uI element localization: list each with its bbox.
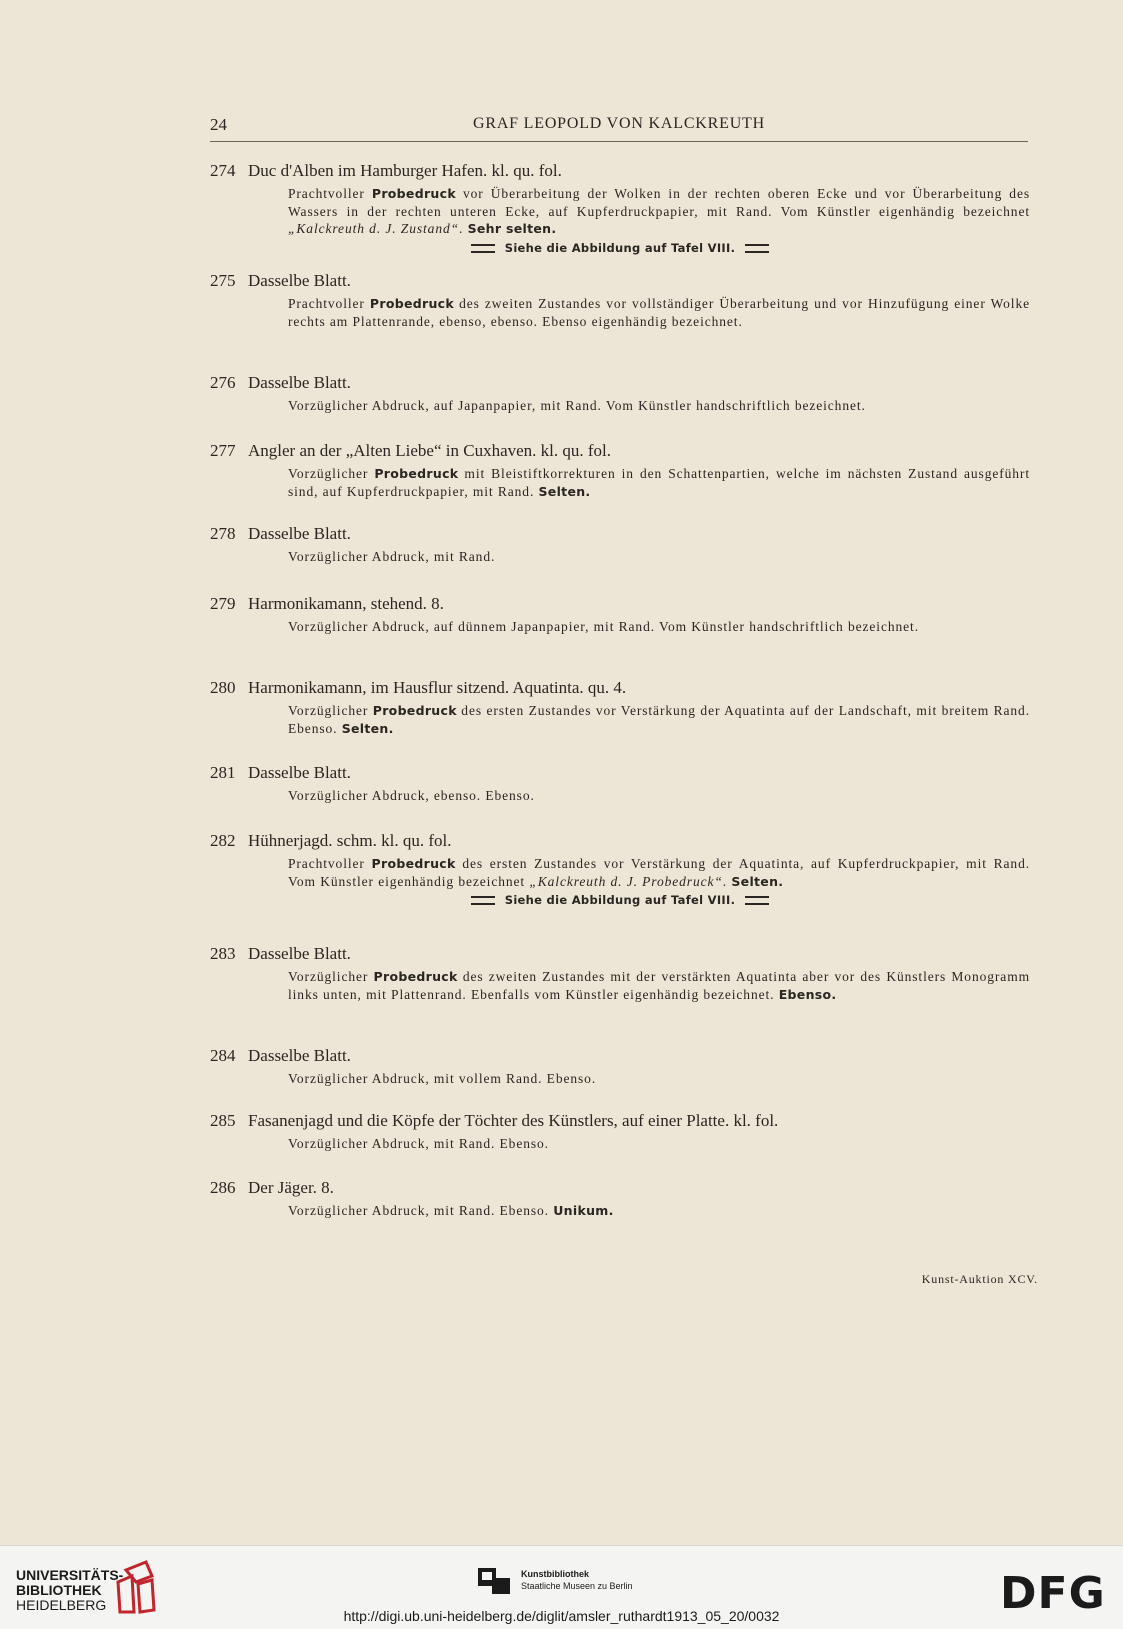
entry-title: Dasselbe Blatt. [248, 763, 351, 782]
description-text: des ersten Zustandes vor Verstärkung der Aquatinta, auf Kupferdruckpapier, mit Rand. Vom Künstler eigenhändig bezeichnet [288, 856, 1030, 889]
entry-number: 285 [210, 1111, 236, 1130]
emphasis-text: Unikum. [553, 1203, 614, 1218]
entry-heading [210, 1110, 1030, 1131]
entry-number: 283 [210, 944, 236, 963]
description-text: Vorzüglicher Abdruck, mit Rand. Ebenso. [288, 1136, 549, 1151]
description-text: . [722, 873, 732, 889]
entry-description [288, 702, 1030, 737]
catalog-entry [210, 677, 1030, 737]
entry-description [288, 855, 1030, 890]
entry-number: 277 [210, 441, 236, 460]
entry-title: Duc d'Alben im Hamburger Hafen. kl. qu. fol. [248, 161, 562, 180]
entry-title: Dasselbe Blatt. [248, 271, 351, 290]
entry-title: Hühnerjagd. schm. kl. qu. fol. [248, 831, 452, 850]
description-text: vor Überarbeitung der Wolken in der rechten oberen Ecke und vor Überarbeitung des Wassers in der rechten unteren Ecke, auf Kupferdruckpapier, mit Rand. Vom Künstler eigenhändig bezeichnet [288, 186, 1030, 219]
description-text: Vorzüglicher Abdruck, ebenso. Ebenso. [288, 788, 535, 803]
ub-heidelberg-logo[interactable] [16, 1568, 123, 1613]
sheet-signature: Kunst-Auktion XCV. [921, 1272, 1038, 1286]
viewer-footer [0, 1545, 1123, 1629]
entry-number: 276 [210, 373, 236, 392]
catalog-entry [210, 830, 1030, 907]
entry-heading [210, 943, 1030, 964]
entry-description [288, 618, 1030, 636]
catalog-entry [210, 593, 1030, 636]
entry-number: 281 [210, 763, 236, 782]
catalog-entry [210, 160, 1030, 255]
entry-description [288, 787, 1030, 805]
description-text: des zweiten Zustandes mit der verstärkten Aquatinta aber vor des Künstlers Monogramm links unten, mit Plattenrand. Ebenfalls vom Künstler eigenhändig bezeichnet. [288, 969, 1030, 1002]
description-text: Prachtvoller [288, 186, 372, 201]
catalog-entry [210, 1177, 1030, 1220]
entry-title: Angler an der „Alten Liebe“ in Cuxhaven. kl. qu. fol. [248, 441, 612, 460]
ub-logo-line-1: UNIVERSITÄTS- [16, 1567, 124, 1583]
entry-heading [210, 270, 1030, 291]
description-text: des ersten Zustandes vor Verstärkung der Aquatinta auf der Landschaft, mit breitem Rand. Ebenso. [288, 703, 1030, 736]
catalog-entry [210, 1045, 1030, 1088]
emphasis-text: Ebenso. [778, 986, 837, 1002]
kb-line-1: Kunstbibliothek [521, 1569, 589, 1579]
entry-title: Dasselbe Blatt. [248, 944, 351, 963]
description-text: mit Bleistiftkorrekturen in den Schattenpartien, welche im nächsten Zustand ausgeführt sind, auf Kupferdruckpapier, mit Rand. [288, 466, 1030, 499]
entry-heading [210, 677, 1030, 698]
catalog-entry [210, 762, 1030, 805]
entry-description [288, 1202, 1030, 1220]
description-text: Prachtvoller [288, 296, 370, 311]
emphasis-text: Probedruck [369, 296, 454, 311]
description-text: Vorzüglicher [288, 969, 374, 984]
description-text: Prachtvoller [288, 856, 372, 871]
emphasis-text: Probedruck [372, 703, 457, 718]
entry-description [288, 1070, 1030, 1088]
entry-heading [210, 160, 1030, 181]
permalink-url[interactable]: http://digi.ub.uni-heidelberg.de/diglit/amsler_ruthardt1913_05_20/0032 [343, 1608, 780, 1624]
kunstbibliothek-text[interactable] [521, 1568, 633, 1592]
emphasis-text: Probedruck [373, 969, 458, 984]
entry-number: 275 [210, 271, 236, 290]
emphasis-text: Selten. [341, 720, 394, 736]
entry-title: Dasselbe Blatt. [248, 1046, 351, 1065]
plate-reference [210, 893, 1030, 907]
double-rule-right [745, 896, 769, 905]
entry-heading [210, 1045, 1030, 1066]
entry-number: 282 [210, 831, 236, 850]
entry-description [288, 397, 1030, 415]
emphasis-text: Probedruck [371, 186, 456, 201]
inscription-text: „Kalckreuth d. J. Probedruck“ [529, 873, 723, 889]
catalog-entry [210, 372, 1030, 415]
entry-number: 279 [210, 594, 236, 613]
double-rule-left [471, 896, 495, 905]
emphasis-text: Selten. [538, 483, 591, 499]
entry-description [288, 185, 1030, 238]
catalog-entry [210, 1110, 1030, 1153]
emphasis-text: Probedruck [374, 466, 459, 481]
entry-heading [210, 523, 1030, 544]
running-title: GRAF LEOPOLD VON KALCKREUTH [473, 115, 765, 132]
entry-description [288, 1135, 1030, 1153]
description-text: Vorzüglicher Abdruck, mit Rand. [288, 549, 496, 564]
emphasis-text: Probedruck [371, 856, 456, 871]
catalog-entry [210, 440, 1030, 500]
plate-reference-text: Siehe die Abbildung auf Tafel VIII. [504, 240, 736, 255]
entry-heading [210, 1177, 1030, 1198]
entry-heading [210, 830, 1030, 851]
entry-title: Fasanenjagd und die Köpfe der Töchter des Künstlers, auf einer Platte. kl. fol. [248, 1111, 779, 1130]
emphasis-text: Selten. [731, 873, 784, 889]
plate-reference [210, 241, 1030, 255]
description-text: Vorzüglicher Abdruck, mit vollem Rand. Ebenso. [288, 1071, 597, 1086]
description-text: Vorzüglicher [288, 703, 373, 718]
kb-line-2: Staatliche Museen zu Berlin [521, 1581, 633, 1591]
entry-description [288, 548, 1030, 566]
entry-title: Dasselbe Blatt. [248, 524, 351, 543]
double-rule-right [745, 244, 769, 253]
page-header [210, 115, 1028, 142]
description-text: des zweiten Zustandes vor vollständiger Überarbeitung und vor Hinzufügung einer Wolke rechts am Plattenrande, ebenso, ebenso. Ebenso eigenhändig bezeichnet. [288, 296, 1030, 329]
entry-description [288, 465, 1030, 500]
dfg-logo[interactable]: DFG [1000, 1568, 1106, 1619]
entry-number: 284 [210, 1046, 236, 1065]
entry-heading [210, 440, 1030, 461]
entry-heading [210, 593, 1030, 614]
plate-reference-text: Siehe die Abbildung auf Tafel VIII. [504, 893, 736, 907]
entry-title: Harmonikamann, stehend. 8. [248, 594, 444, 613]
page-number: 24 [210, 115, 227, 134]
entry-title: Der Jäger. 8. [248, 1178, 334, 1197]
description-text: Vorzüglicher Abdruck, mit Rand. Ebenso. [288, 1203, 554, 1218]
catalog-entry [210, 943, 1030, 1003]
description-text: . [459, 221, 468, 236]
description-text: Vorzüglicher Abdruck, auf Japanpapier, mit Rand. Vom Künstler handschriftlich bezeichnet. [288, 398, 866, 413]
entry-description [288, 968, 1030, 1003]
entry-number: 286 [210, 1178, 236, 1197]
entry-description [288, 295, 1030, 330]
description-text: Vorzüglicher [288, 466, 375, 481]
double-rule-left [471, 244, 495, 253]
entry-number: 280 [210, 678, 236, 697]
entry-heading [210, 372, 1030, 393]
entry-title: Dasselbe Blatt. [248, 373, 351, 392]
entry-number: 278 [210, 524, 236, 543]
entry-number: 274 [210, 161, 236, 180]
ub-logo-line-2: BIBLIOTHEK [16, 1582, 102, 1598]
ub-logo-line-3: HEIDELBERG [16, 1597, 107, 1613]
entry-title: Harmonikamann, im Hausflur sitzend. Aquatinta. qu. 4. [248, 678, 627, 697]
description-text: Vorzüglicher Abdruck, auf dünnem Japanpapier, mit Rand. Vom Künstler handschriftlich bezeichnet. [288, 619, 919, 634]
kunstbibliothek-logo-icon [478, 1566, 514, 1596]
entry-heading [210, 762, 1030, 783]
emphasis-text: Sehr selten. [467, 221, 557, 236]
catalog-entry [210, 270, 1030, 330]
inscription-text: „Kalckreuth d. J. Zustand“ [288, 221, 460, 236]
catalog-entry [210, 523, 1030, 566]
